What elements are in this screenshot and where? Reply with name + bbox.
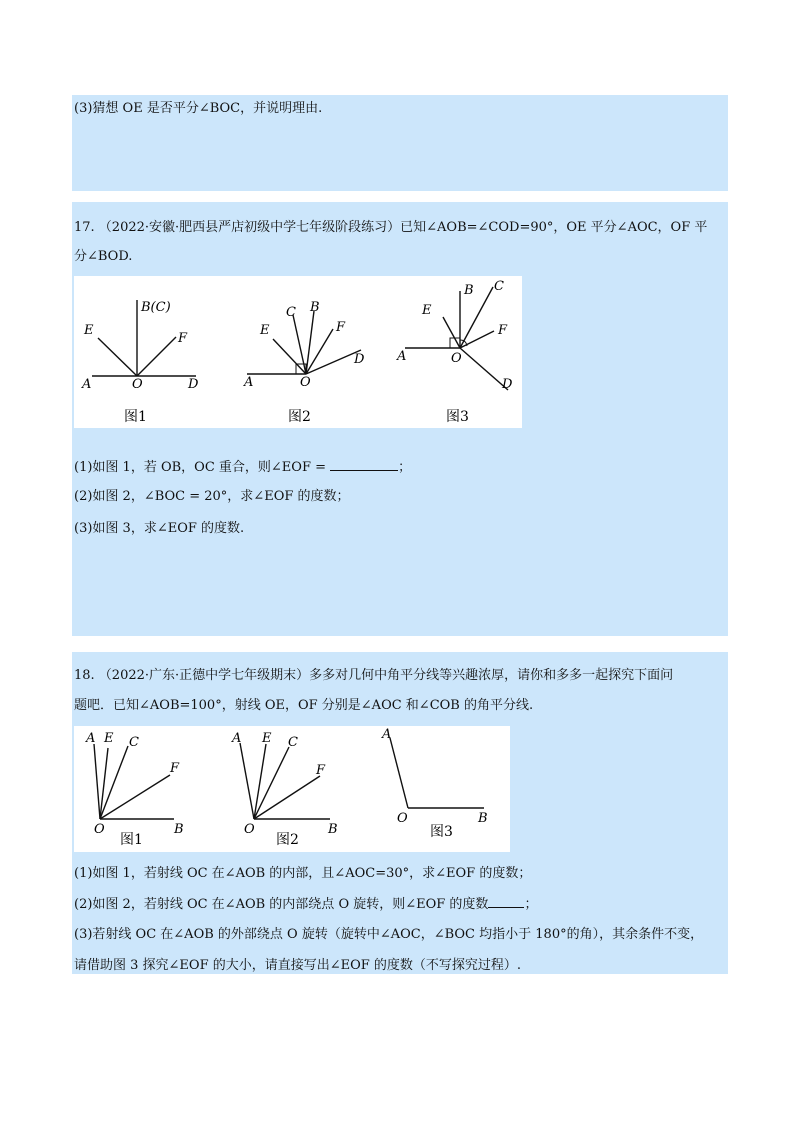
q18-fig1-label-c: C — [129, 735, 139, 750]
q17-stem-line1: 17. （2022·安徽·肥西县严店初级中学七年级阶段练习）已知∠AOB=∠COD=90°，OE 平分∠AOC，OF 平 — [74, 220, 708, 235]
q18-fig2-label-o: O — [244, 822, 255, 837]
q17-figure-panel — [74, 276, 522, 428]
q18-part2-answer-blank[interactable] — [488, 895, 524, 908]
q17-part2: (2)如图 2，∠BOC = 20°，求∠EOF 的度数； — [74, 489, 350, 504]
q17-figures-svg — [74, 276, 522, 428]
q17-fig2-label-c: C — [286, 305, 296, 320]
q18-fig2-label-f: F — [316, 763, 326, 778]
q17-part3: (3)如图 3，求∠EOF 的度数. — [74, 521, 245, 536]
q17-fig1-label-e: E — [84, 323, 94, 338]
q17-fig1-label-a: A — [82, 377, 92, 392]
q18-fig3-caption: 图3 — [430, 824, 453, 840]
q17-fig3-label-c: C — [494, 279, 504, 294]
q17-fig3-label-b: B — [464, 283, 474, 298]
q18-part2-text: (2)如图 2，若射线 OC 在∠AOB 的内部绕点 O 旋转，则∠EOF 的度数 — [74, 897, 489, 912]
q17-fig2-label-f: F — [336, 320, 346, 335]
q17-fig2-label-o: O — [300, 375, 311, 390]
q17-fig1-label-f: F — [178, 331, 188, 346]
q17-stem-line2: 分∠BOD. — [74, 249, 133, 264]
q18-fig1-label-f: F — [170, 761, 180, 776]
q18-stem-line1: 18. （2022·广东·正德中学七年级期末）多多对几何中角平分线等兴趣浓厚，请你和多多一起探究下面问 — [74, 668, 674, 683]
q18-fig1-label-e: E — [104, 731, 114, 746]
q17-part1 — [74, 458, 411, 477]
q17-fig1-label-bc: B(C) — [141, 300, 171, 315]
q17-fig3-label-e: E — [422, 303, 432, 318]
q18-fig2-label-a: A — [232, 731, 242, 746]
q18-figures-svg — [74, 726, 510, 852]
q17-fig3-label-o: O — [451, 351, 462, 366]
q17-fig2-label-a: A — [244, 375, 254, 390]
q18-fig2-caption: 图2 — [276, 832, 299, 848]
q17-fig1-label-o: O — [132, 377, 143, 392]
q17-fig2-label-d: D — [354, 352, 365, 367]
q17-part1-suffix: ； — [398, 460, 412, 475]
q17-fig2-label-b: B — [310, 300, 320, 315]
q18-fig3-label-a: A — [382, 727, 392, 742]
q18-fig1-label-o: O — [94, 822, 105, 837]
q17-fig2-caption: 图2 — [288, 409, 311, 425]
q17-fig2-label-e: E — [260, 323, 270, 338]
q18-fig3-label-b: B — [478, 811, 488, 826]
q17-part1-answer-blank[interactable] — [330, 458, 398, 471]
q18-stem-line2: 题吧．已知∠AOB=100°，射线 OE，OF 分别是∠AOC 和∠COB 的角平分线. — [74, 698, 534, 713]
q18-part3-line2: 请借助图 3 探究∠EOF 的大小，请直接写出∠EOF 的度数（不写探究过程）. — [74, 958, 522, 973]
q18-part2 — [74, 895, 537, 914]
q17-fig3-label-a: A — [397, 349, 407, 364]
q18-fig1-caption: 图1 — [120, 832, 143, 848]
q18-fig2-label-b: B — [328, 822, 338, 837]
q18-part3-line1: (3)若射线 OC 在∠AOB 的外部绕点 O 旋转（旋转中∠AOC，∠BOC 均指小于 180°的角），其余条件不变， — [74, 927, 704, 942]
q17-fig1-label-d: D — [188, 377, 199, 392]
q18-part2-suffix: ； — [524, 897, 538, 912]
q17-fig3-label-f: F — [498, 323, 508, 338]
q18-fig2-label-e: E — [262, 731, 272, 746]
q18-fig3-label-o: O — [397, 811, 408, 826]
q18-fig2-label-c: C — [288, 735, 298, 750]
q18-fig1-label-b: B — [174, 822, 184, 837]
q18-figure-panel — [74, 726, 510, 852]
q18-fig1-label-a: A — [86, 731, 96, 746]
q17-fig3-caption: 图3 — [446, 409, 469, 425]
q16-part3: (3)猜想 OE 是否平分∠BOC，并说明理由. — [74, 101, 323, 116]
q18-part1: (1)如图 1，若射线 OC 在∠AOB 的内部，且∠AOC=30°，求∠EOF 的度数； — [74, 866, 532, 881]
q17-fig1-caption: 图1 — [124, 409, 147, 425]
q17-fig3-label-d: D — [502, 377, 513, 392]
q17-part1-text: (1)如图 1，若 OB，OC 重合，则∠EOF = — [74, 460, 326, 475]
